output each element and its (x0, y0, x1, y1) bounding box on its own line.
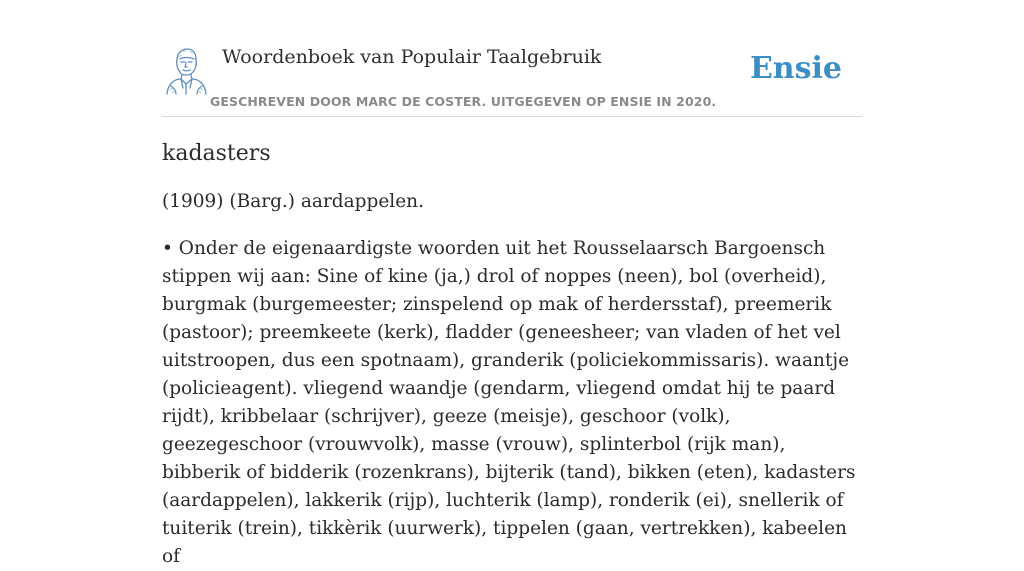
author-portrait-icon[interactable] (164, 46, 208, 96)
book-title[interactable]: Woordenboek van Populair Taalgebruik (222, 46, 602, 68)
entry-definition: (1909) (Barg.) aardappelen. (162, 191, 424, 212)
entry-headword: kadasters (162, 141, 271, 166)
site-header (162, 44, 862, 117)
entry-quote: • Onder de eigenaardigste woorden uit het Rousselaarsch Bargoensch stippen wij aan: Sine of kine (ja,) drol of noppes (neen), bol (overheid), burgmak (burgemeester; zinspelend op mak of herdersstaf), preemerik (pastoor); preemkeete (kerk), fladder (geneesheer; van vladen of het vel uitstroopen, dus een spotnaam), granderik (policiekommissaris). waantje (policieagent). vliegend waandje (gendarm, vliegend omdat hij te paard rijdt), kribbelaar (schrijver), geeze (meisje), geschoor (volk), geezegeschoor (vrouwvolk), masse (vrouw), splinterbol (rijk man), bibberik of bidderik (rozenkrans), bijterik (tand), bikken (eten), kadasters (aardappelen), lakkerik (rijp), luchterik (lamp), ronderik (ei), snellerik of tuiterik (trein), tikkèrik (uurwerk), tippelen (gaan, vertrekken), kabeelen of (162, 238, 856, 567)
author-byline: GESCHREVEN DOOR MARC DE COSTER. UITGEGEVEN OP ENSIE IN 2020. (210, 94, 717, 109)
ensie-logo-link[interactable]: Ensie (749, 51, 842, 86)
entry-content (162, 138, 866, 571)
